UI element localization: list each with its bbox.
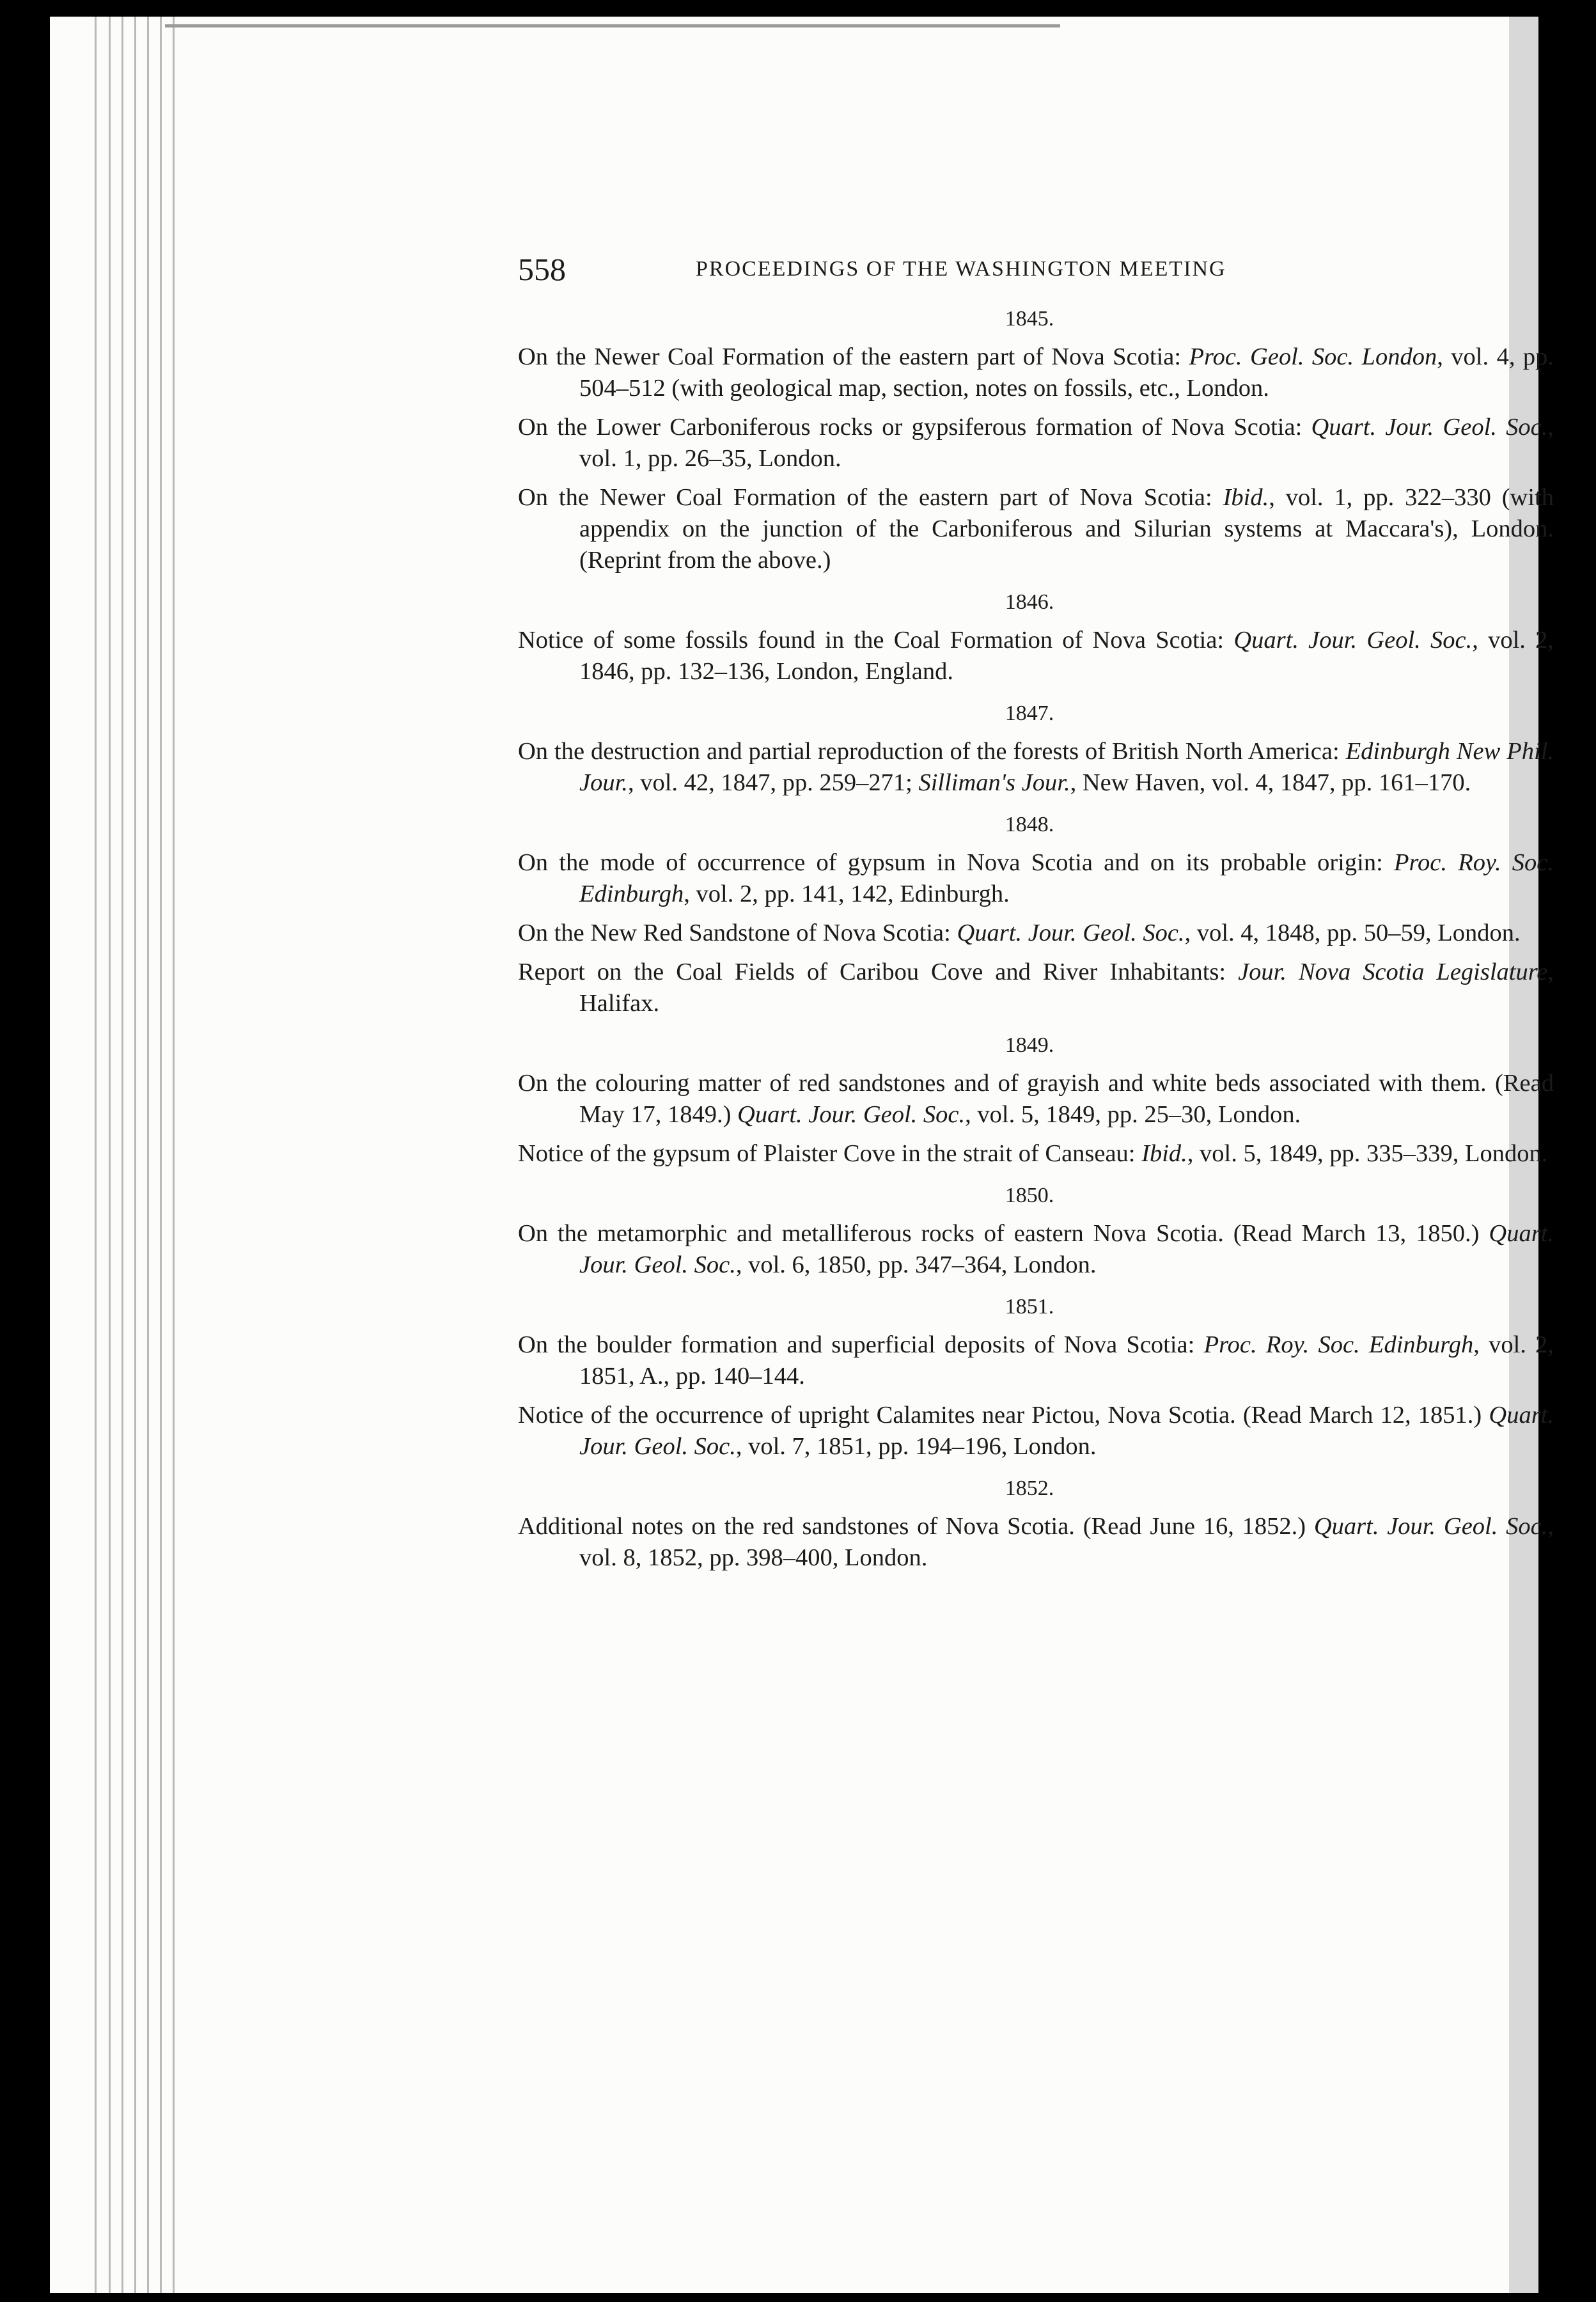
entry-text: Additional notes on the red sandstones of Nova Scotia. (Read June 16, 1852.) [518,1513,1314,1540]
bibliography-entry [518,412,1554,474]
page-edge [134,17,136,2293]
running-head: PROCEEDINGS OF THE WASHINGTON MEETING [696,257,1226,281]
journal-reference: Quart. Jour. Geol. Soc. [1233,627,1473,654]
entry-text: , vol. 5, 1849, pp. 25–30, London. [965,1101,1301,1128]
journal-reference: Proc. Geol. Soc. London [1189,343,1437,370]
entry-text: , Halifax. [579,959,1554,1017]
entry-text: , vol. 7, 1851, pp. 194–196, London. [735,1433,1097,1460]
entry-text: On the Lower Carboniferous rocks or gypsiferous formation of Nova Scotia: [518,414,1311,441]
journal-reference: Quart. Jour. Geol. Soc. [1311,414,1548,441]
year-heading: 1846. [1005,590,1054,614]
page-content [467,247,1554,1581]
page-edge [147,17,149,2293]
entry-text: On the Newer Coal Formation of the eastern part of Nova Scotia: [518,484,1223,511]
journal-reference: Quart. Jour. Geol. Soc. [737,1101,966,1128]
page [50,17,1554,2293]
entry-text: On the New Red Sandstone of Nova Scotia: [518,920,957,946]
year-heading: 1848. [1005,813,1054,836]
page-header [467,247,1554,293]
page-edge [95,17,97,2293]
bibliography-entry [518,482,1554,576]
bibliography-entry [518,625,1554,687]
entry-text: , vol. 2, pp. 141, 142, Edinburgh. [684,881,1010,907]
journal-reference: Proc. Roy. Soc. Edinburgh [579,849,1554,907]
year-heading: 1847. [1005,701,1054,725]
journal-reference: Quart. Jour. Geol. Soc. [1313,1513,1548,1540]
entry-text: On the colouring matter of red sandstones and of grayish and white beds associated with them. (Read May 17, 1849.) [518,1070,1554,1128]
year-heading: 1850. [1005,1184,1054,1207]
entry-text: On the mode of occurrence of gypsum in Nova Scotia and on its probable origin: [518,849,1394,876]
journal-reference: Ibid. [1141,1140,1187,1167]
bibliography-entry [518,1511,1554,1574]
bibliography-entry [518,736,1554,799]
bibliography-entry [518,1218,1554,1281]
journal-reference: Quart. Jour. Geol. Soc. [579,1402,1554,1460]
journal-reference: Ibid. [1223,484,1269,511]
entry-text: Notice of the gypsum of Plaister Cove in the strait of Canseau: [518,1140,1142,1167]
page-edge [160,17,162,2293]
entry-text: , New Haven, vol. 4, 1847, pp. 161–170. [1070,769,1471,796]
journal-reference: Quart. Jour. Geol. Soc. [579,1220,1554,1278]
bibliography-entry [518,341,1554,404]
bibliography-entry [518,957,1554,1019]
bibliography-entry [518,847,1554,910]
entry-text: , vol. 1, pp. 322–330 (with appendix on the junction of the Carboniferous and Silurian systems at Maccara's), London. (Reprint from the above.) [579,484,1554,574]
page-edge [109,17,111,2293]
entry-text: , vol. 2, 1846, pp. 132–136, London, England. [579,627,1554,685]
entry-text: Notice of some fossils found in the Coal Formation of Nova Scotia: [518,627,1234,654]
journal-reference: Edinburgh New Phil. Jour. [579,738,1554,796]
year-heading: 1849. [1005,1033,1054,1057]
entry-text: , vol. 42, 1847, pp. 259–271; [627,769,919,796]
journal-reference: Proc. Roy. Soc. Edinburgh [1203,1331,1474,1358]
page-edge [173,17,175,2293]
journal-reference: Jour. Nova Scotia Legislature [1238,959,1548,985]
bibliography-entry [518,1329,1554,1392]
entry-text: , vol. 4, pp. 504–512 (with geological map, section, notes on fossils, etc., London. [579,343,1554,402]
journal-reference: Silliman's Jour. [918,769,1070,796]
bibliography [467,307,1554,1574]
entry-text: , vol. 1, pp. 26–35, London. [579,414,1554,472]
entry-text: , vol. 8, 1852, pp. 398–400, London. [579,1513,1554,1571]
page-edge [121,17,123,2293]
bibliography-entry [518,1068,1554,1131]
year-heading: 1852. [1005,1476,1054,1500]
entry-text: , vol. 6, 1850, pp. 347–364, London. [735,1251,1097,1278]
page-number: 558 [518,251,566,287]
entry-text: On the Newer Coal Formation of the eastern part of Nova Scotia: [518,343,1189,370]
year-heading: 1845. [1005,307,1054,331]
entry-text: Report on the Coal Fields of Caribou Cove and River Inhabitants: [518,959,1239,985]
entry-text: On the destruction and partial reproduction of the forests of British North America: [518,738,1346,765]
top-edge [165,24,1060,27]
entry-text: , vol. 4, 1848, pp. 50–59, London. [1184,920,1521,946]
entry-text: , vol. 2, 1851, A., pp. 140–144. [579,1331,1554,1390]
entry-text: On the boulder formation and superficial deposits of Nova Scotia: [518,1331,1204,1358]
entry-text: On the metamorphic and metalliferous rocks of eastern Nova Scotia. (Read March 13, 1850.) [518,1220,1489,1247]
entry-text: , vol. 5, 1849, pp. 335–339, London. [1187,1140,1548,1167]
journal-reference: Quart. Jour. Geol. Soc. [957,920,1185,946]
bibliography-entry [518,1138,1554,1170]
year-heading: 1851. [1005,1295,1054,1319]
bibliography-entry [518,1400,1554,1462]
entry-text: Notice of the occurrence of upright Calamites near Pictou, Nova Scotia. (Read March 12, 1851.) [518,1402,1489,1429]
bibliography-entry [518,918,1554,949]
